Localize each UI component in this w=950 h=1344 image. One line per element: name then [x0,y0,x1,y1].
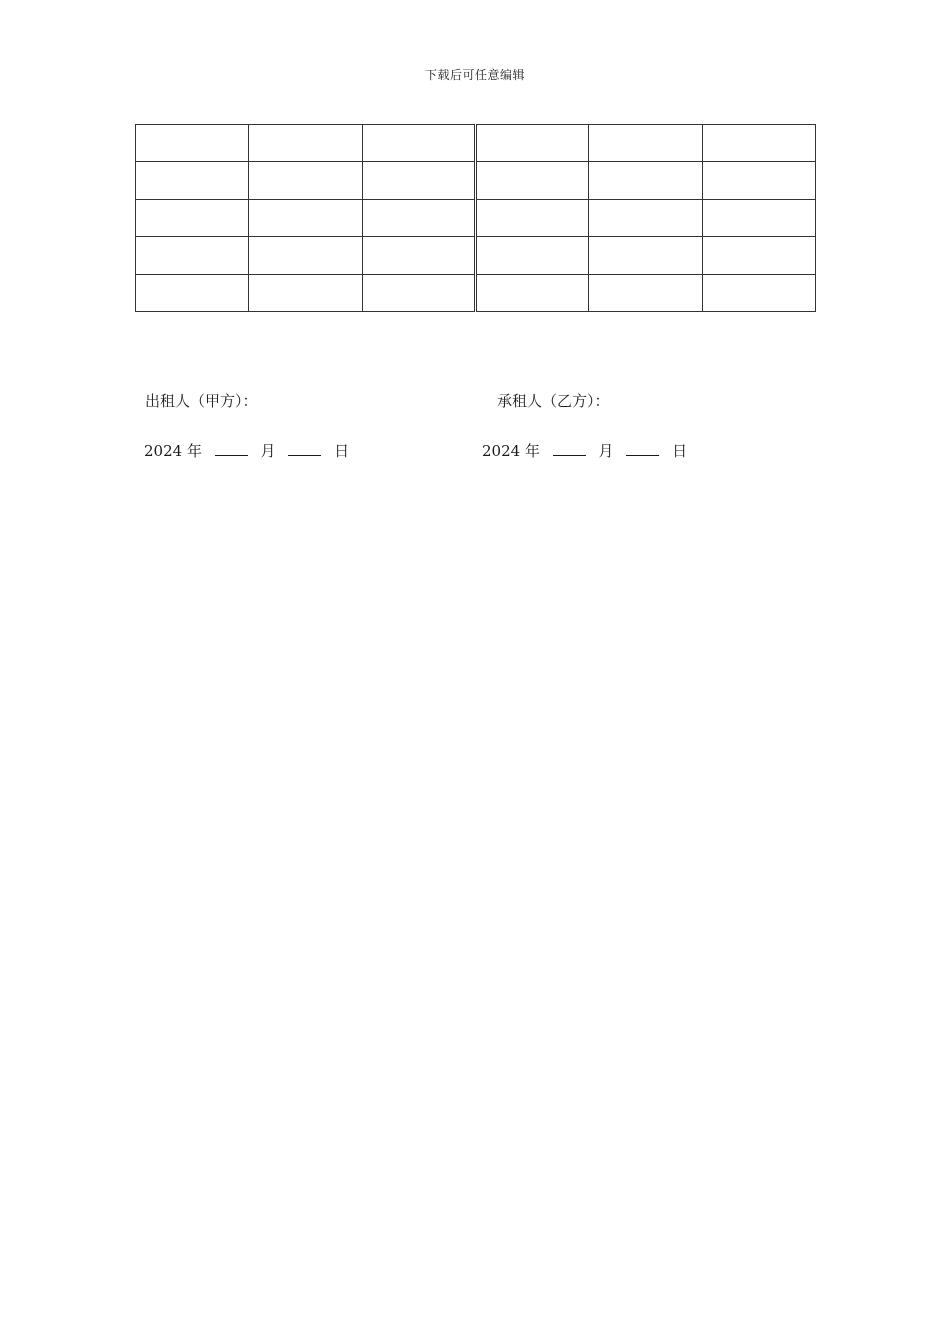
table-cell[interactable] [362,274,475,311]
table-cell[interactable] [702,274,815,311]
table-cell[interactable] [702,199,815,236]
lessor-day-unit: 日 [334,442,350,460]
table-row [136,125,816,162]
table-cell[interactable] [362,199,475,236]
table-cell[interactable] [475,162,588,199]
lessor-year-unit: 年 [186,442,202,460]
table-row [136,274,816,311]
table-cell[interactable] [702,125,815,162]
table-cell[interactable] [249,125,362,162]
table-cell[interactable] [249,162,362,199]
lessor-month-blank[interactable] [215,443,248,456]
table-cell[interactable] [589,199,702,236]
table-cell[interactable] [136,125,249,162]
lessee-day-blank[interactable] [626,443,659,456]
table-cell[interactable] [475,237,588,274]
lessor-month-unit: 月 [260,442,276,460]
lessee-year: 2024 [482,442,521,460]
table-cell[interactable] [249,199,362,236]
blank-grid-table [135,124,816,312]
table-cell[interactable] [702,237,815,274]
table-row [136,199,816,236]
lessor-date-line [144,440,349,461]
table-cell[interactable] [362,162,475,199]
lessee-year-unit: 年 [524,442,540,460]
table-cell[interactable] [589,125,702,162]
lessor-label: 出租人（甲方）： [145,392,258,410]
lessor-day-blank[interactable] [288,443,321,456]
table-cell[interactable] [136,237,249,274]
table-row [136,162,816,199]
lessee-month-blank[interactable] [553,443,586,456]
table-cell[interactable] [136,162,249,199]
table-cell[interactable] [475,125,588,162]
table-cell[interactable] [475,199,588,236]
table-cell[interactable] [589,237,702,274]
lessee-date-line [482,440,687,461]
table-cell[interactable] [136,199,249,236]
table-cell[interactable] [362,125,475,162]
table-row [136,237,816,274]
table-cell[interactable] [589,274,702,311]
table-cell[interactable] [249,237,362,274]
header-note: 下载后可任意编辑 [424,68,525,82]
table-cell[interactable] [702,162,815,199]
lessee-day-unit: 日 [672,442,688,460]
lessee-label: 承租人（乙方）： [497,392,610,410]
table-cell[interactable] [589,162,702,199]
table-cell[interactable] [475,274,588,311]
table-cell[interactable] [136,274,249,311]
lessee-month-unit: 月 [598,442,614,460]
table-cell[interactable] [362,237,475,274]
table-cell[interactable] [249,274,362,311]
lessor-year: 2024 [144,442,183,460]
